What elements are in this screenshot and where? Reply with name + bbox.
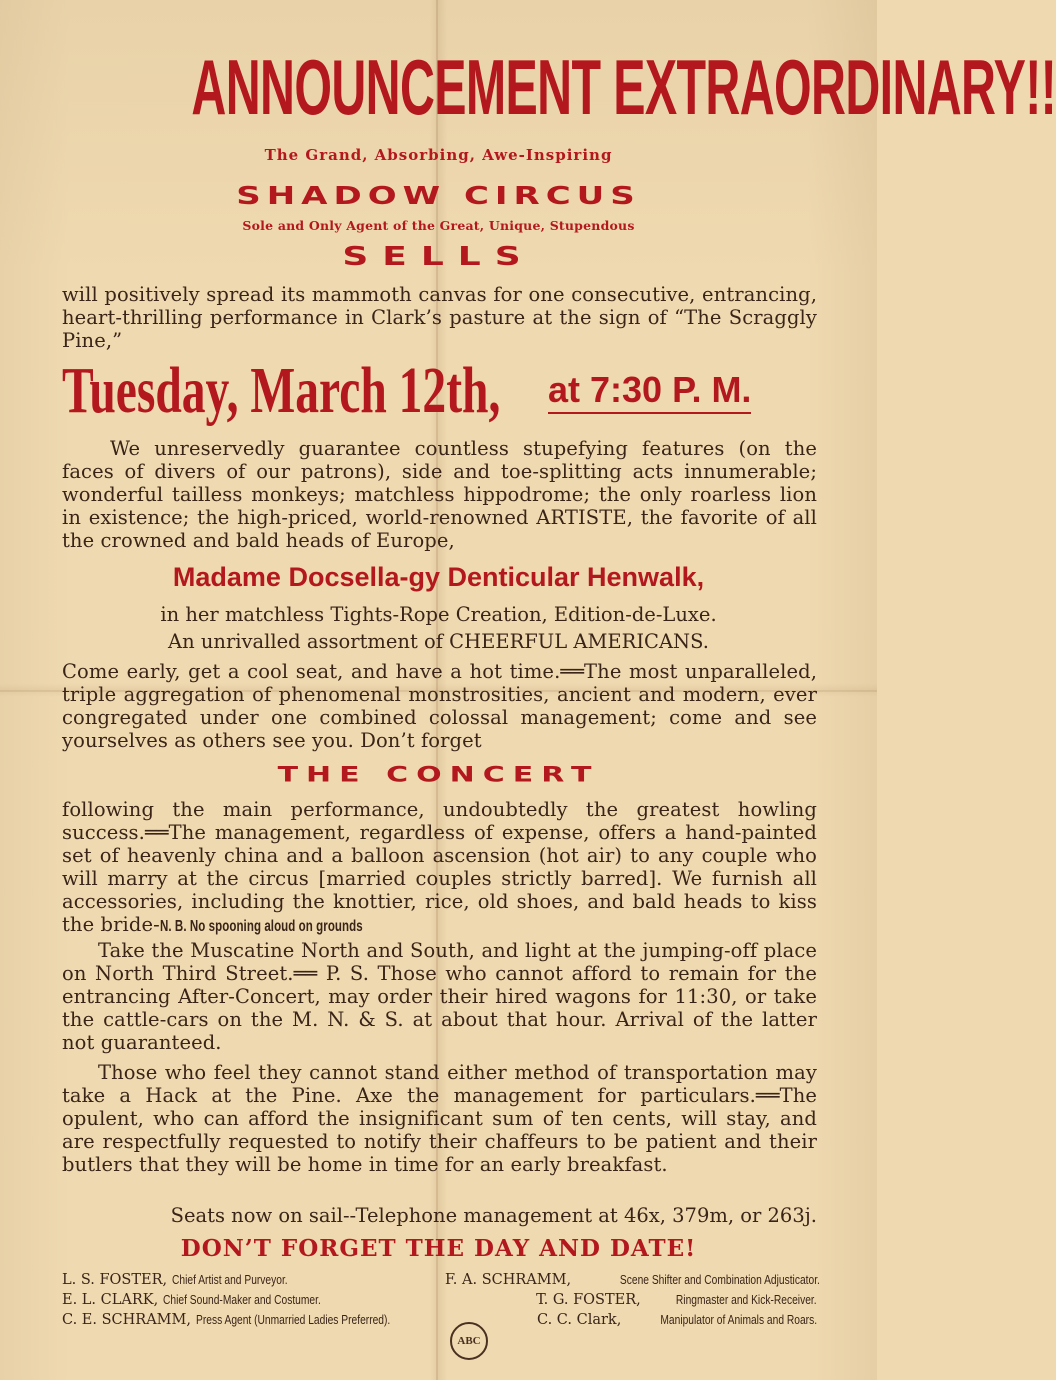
credit-row	[62, 1270, 442, 1290]
assortment-line: An unrivalled assortment of CHEERFUL AMERICANS.	[168, 630, 709, 653]
concert-title: THE CONCERT	[277, 762, 600, 788]
guarantee-paragraph: We unreservedly guarantee countless stupefying features (on the faces of divers of our patrons), side and toe-splitting acts innumerable; wonderful tailless monkeys; matchless hippodrome; the only roarless lion in existence; the high-priced, world-renowned ARTISTE, the favorite of all the crowned and bald heads of Europe,	[62, 437, 817, 552]
concert-paragraph	[62, 798, 817, 938]
credit-role: Chief Artist and Purveyor.	[171, 1273, 288, 1287]
subtitle: The Grand, Absorbing, Awe-Inspiring	[264, 146, 613, 164]
nb-note: N. B. No spooning aloud on grounds	[159, 918, 363, 935]
credit-role: Chief Sound-Maker and Costumer.	[162, 1293, 321, 1307]
credit-role: Press Agent (Unmarried Ladies Preferred).	[195, 1313, 390, 1327]
transport-paragraph: Those who feel they cannot stand either method of transportation may take a Hack at the Pine. Axe the management for particulars.══The opulent, who can afford the insignificant sum of ten cents, will stay, and are respectfully requested to notify their chaffeurs to be patient and their butlers that they will be home in time for an early breakfast.	[62, 1061, 817, 1176]
credit-row	[445, 1290, 817, 1310]
credits-left	[62, 1270, 442, 1330]
show-title: SHADOW CIRCUS	[236, 181, 641, 211]
credit-role: Ringmaster and Kick-Receiver.	[676, 1293, 817, 1307]
headline: ANNOUNCEMENT EXTRAORDINARY!!	[191, 43, 1056, 131]
intro-paragraph: will positively spread its mammoth canvas for one consecutive, entrancing, heart-thrilling performance in Clark’s pasture at the sign of “The Scraggly Pine,”	[62, 283, 817, 352]
credit-name: C. C. Clark,	[537, 1312, 622, 1328]
credit-row	[62, 1310, 442, 1330]
credit-row	[445, 1270, 820, 1290]
performance-date: Tuesday, March 12th,	[62, 354, 501, 427]
date-line	[62, 356, 817, 426]
performance-time: at 7:30 P. M.	[548, 370, 751, 414]
credit-name: F. A. SCHRAMM,	[445, 1272, 572, 1288]
artiste-name: Madame Docsella-gy Denticular Henwalk,	[172, 562, 705, 592]
artiste-act: in her matchless Tights-Rope Creation, Edition-de-Luxe.	[160, 603, 717, 626]
concert-text: following the main performance, undoubtedly the greatest howling success.══The management, regardless of expense, offers a hand-painted set of heavenly china and a balloon ascension (hot air) to any couple who will marry at the circus [married couples strictly barred]. We furnish all accessories, including the knottier, rice, old shoes, and bald heads to kiss the bride-	[62, 798, 817, 936]
credit-row	[62, 1290, 442, 1310]
credit-row	[445, 1310, 817, 1330]
dont-forget-banner: DON’T FORGET THE DAY AND DATE!	[180, 1235, 697, 1262]
credits-right	[445, 1270, 820, 1330]
seats-line: Seats now on sail--Telephone management at 46x, 379m, or 263j.	[170, 1204, 817, 1227]
credit-name: E. L. CLARK,	[62, 1292, 159, 1308]
directions-paragraph: Take the Muscatine North and South, and light at the jumping-off place on North Third Street.══ P. S. Those who cannot afford to remain for the entrancing After-Concert, may order their hired wagons for 11:30, or take the cattle-cars on the M. N. & S. at about that hour. Arrival of the latter not guaranteed.	[62, 939, 817, 1054]
credit-name: T. G. FOSTER,	[536, 1292, 641, 1308]
credit-role: Scene Shifter and Combination Adjusticator.	[619, 1273, 820, 1287]
come-early-paragraph: Come early, get a cool seat, and have a hot time.══The most unparalleled, triple aggregation of phenomenal monstrosities, ancient and modern, ever congregated under one combined colossal management; come and see yourselves as others see you. Don’t forget	[62, 660, 817, 752]
credit-role: Manipulator of Animals and Roars.	[660, 1313, 817, 1327]
credit-name: L. S. FOSTER,	[62, 1272, 168, 1288]
credit-name: C. E. SCHRAMM,	[62, 1312, 191, 1328]
printer-seal-icon: ABC	[450, 1322, 488, 1360]
agent-line: Sole and Only Agent of the Great, Unique, Stupendous	[242, 218, 635, 233]
sells-title: SELLS	[342, 241, 535, 272]
